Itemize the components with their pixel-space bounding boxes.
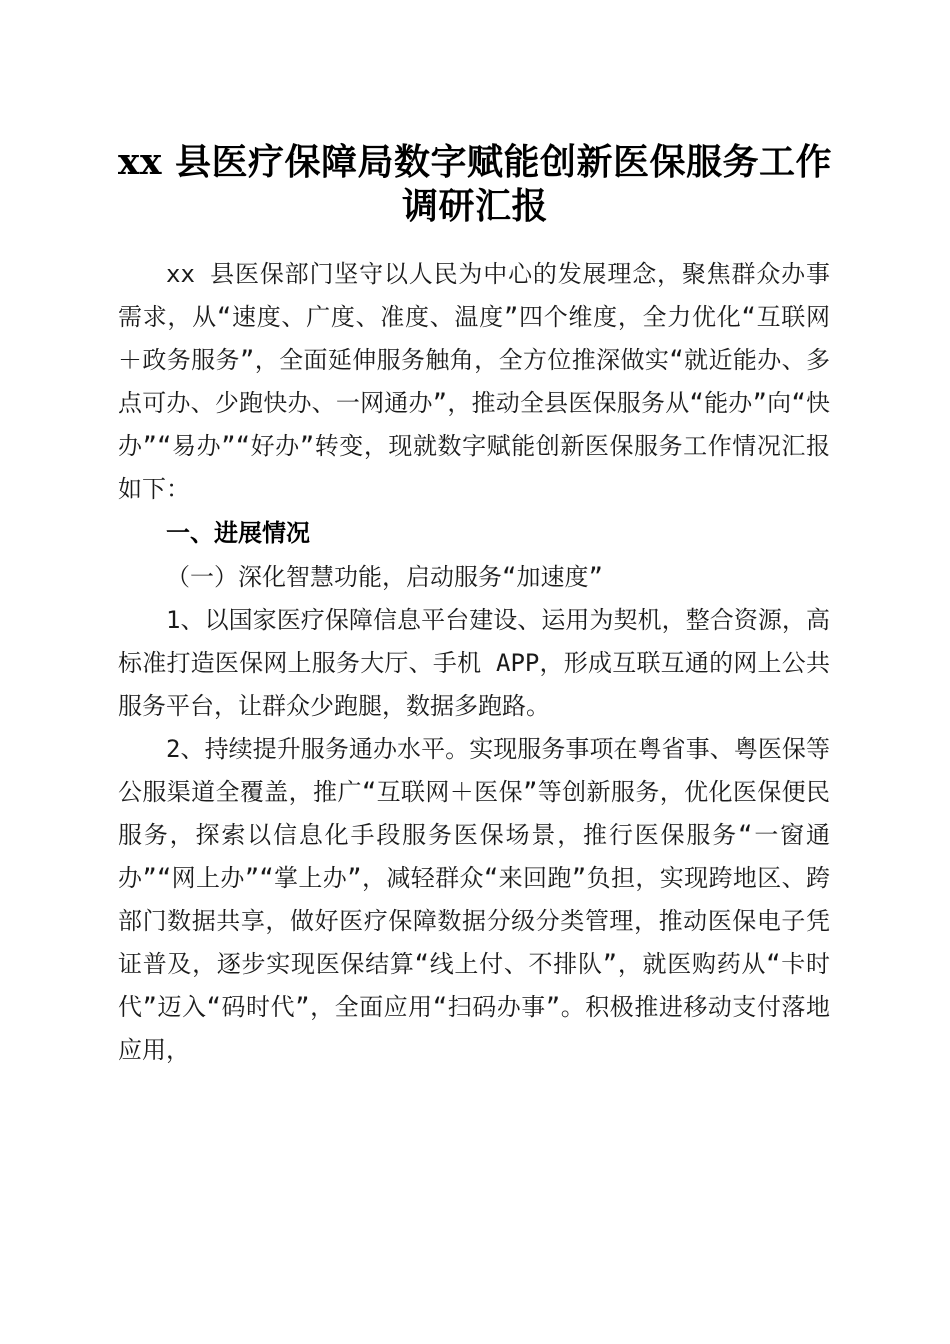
subsection-heading: （一）深化智慧功能，启动服务“加速度” [166, 563, 603, 591]
intro-paragraph: xx 县医保部门坚守以人民为中心的发展理念，聚焦群众办事需求，从“速度、广度、准度、温度”四个维度，全力优化“互联网＋政务服务”，全面延伸服务触角，全方位推深做实“就近能办、多点可办、少跑快办、一网通办”，推动全县医保服务从“能办”向“快办”“易办”“好办”转变，现就数字赋能创新医保服务工作情况汇报如下： [118, 260, 830, 503]
item-paragraph-1: 1、以国家医疗保障信息平台建设、运用为契机，整合资源，高标准打造医保网上服务大厅、手机 APP，形成互联互通的网上公共服务平台，让群众少跑腿，数据多跑路。 [118, 606, 830, 720]
document-title-line-1: xx 县医疗保障局数字赋能创新医保服务工作 [118, 141, 832, 183]
item-paragraph-2: 2、持续提升服务通办水平。实现服务事项在粤省事、粤医保等公服渠道全覆盖，推广“互联网＋医保”等创新服务，优化医保便民服务，探索以信息化手段服务医保场景，推行医保服务“一窗通办”“网上办”“掌上办”，减轻群众“来回跑”负担，实现跨地区、跨部门数据共享，做好医疗保障数据分级分类管理，推动医保电子凭证普及，逐步实现医保结算“线上付、不排队”，就医购药从“卡时代”迈入“码时代”，全面应用“扫码办事”。积极推进移动支付落地应用， [118, 735, 830, 1064]
document-title-line-2: 调研汇报 [401, 185, 548, 227]
section-heading: 一、进展情况 [166, 519, 310, 547]
document-body [118, 253, 830, 1072]
